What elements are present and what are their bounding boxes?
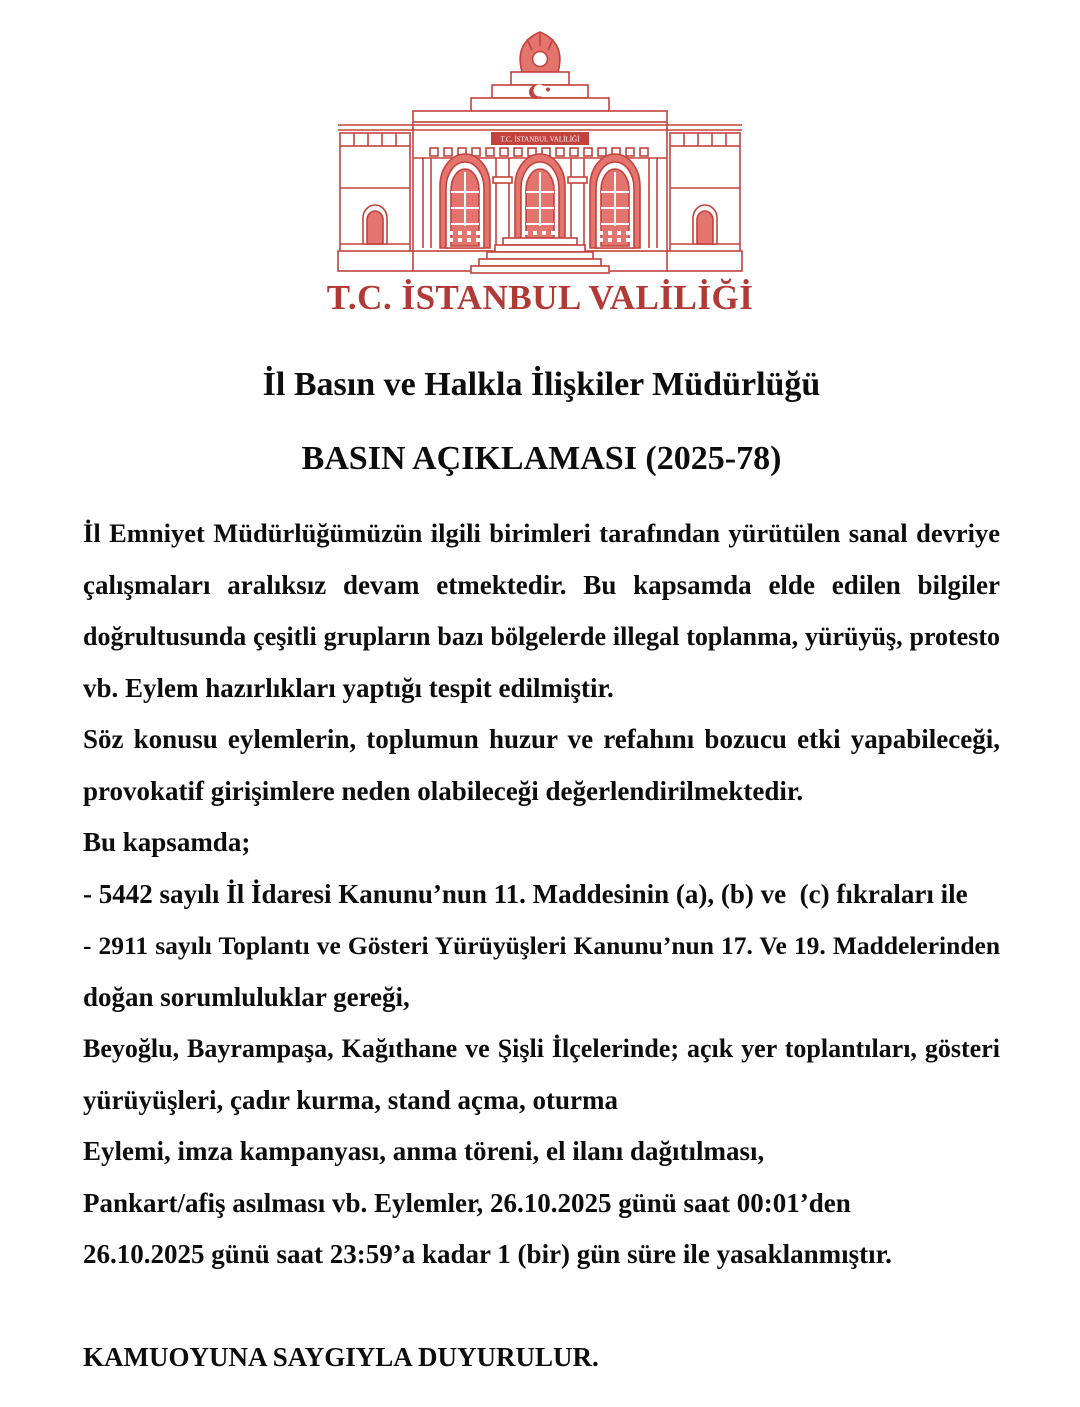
body-line: Pankart/afiş asılması vb. Eylemler, 26.10.2025 günü saat 00:01’den xyxy=(83,1187,851,1218)
body-line: 26.10.2025 günü saat 23:59’a kadar 1 (bir) gün süre ile yasaklanmıştır. xyxy=(83,1239,892,1269)
body-line: - 5442 sayılı İl İdaresi Kanunu’nun 11. Maddesinin (a), (b) ve (c) fıkraları ile xyxy=(83,878,968,909)
body-line: vb. Eylem hazırlıkları yaptığı tespit edilmiştir. xyxy=(83,672,614,703)
front-steps xyxy=(471,238,609,273)
body-line: doğrultusunda çeşitli grupların bazı bölgelerde illegal toplanma, yürüyüş, protesto xyxy=(83,622,1000,651)
body-line: yürüyüşleri, çadır kurma, stand açma, oturma xyxy=(83,1084,619,1115)
logo-wordmark: T.C. İSTANBUL VALİLİĞİ xyxy=(326,278,754,317)
istanbul-valiligi-building-icon xyxy=(335,26,745,276)
logo-banner-text: T.C. İSTANBUL VALİLİĞİ xyxy=(500,135,580,144)
press-release-title: BASIN AÇIKLAMASI (2025-78) xyxy=(301,440,782,477)
body-line: Bu kapsamda; xyxy=(83,827,251,857)
closing-line: KAMUOYUNA SAYGIYLA DUYURULUR. xyxy=(83,1341,599,1372)
body-text xyxy=(83,508,1000,1281)
body-line: Beyoğlu, Bayrampaşa, Kağıthane ve Şişli İlçelerinde; açık yer toplantıları, gösteri xyxy=(83,1034,1000,1063)
palmette-icon xyxy=(520,32,560,72)
body-line: Eylemi, imza kampanyası, anma töreni, el ilanı dağıtılması, xyxy=(83,1136,765,1166)
body-line: doğan sorumluluklar gereği, xyxy=(83,981,410,1012)
body-line: İl Emniyet Müdürlüğümüzün ilgili birimleri tarafından yürütülen sanal devriye xyxy=(83,518,1000,548)
right-wing xyxy=(670,133,740,251)
governorship-logo xyxy=(0,0,1080,318)
body-line: çalışmaları aralıksız devam etmektedir. Bu kapsamda elde edilen bilgiler xyxy=(83,569,1000,600)
body-line: - 2911 sayılı Toplantı ve Gösteri Yürüyüşleri Kanunu’nun 17. Ve 19. Maddelerinden xyxy=(83,931,1000,960)
body-line: provokatif girişimlere neden olabileceği değerlendirilmektedir. xyxy=(83,775,804,806)
left-wing xyxy=(340,133,410,251)
body-line: Söz konusu eylemlerin, toplumun huzur ve refahını bozucu etki yapabileceği, xyxy=(83,724,1000,754)
department-title: İl Basın ve Halkla İlişkiler Müdürlüğü xyxy=(262,366,821,403)
arched-windows xyxy=(440,154,640,248)
